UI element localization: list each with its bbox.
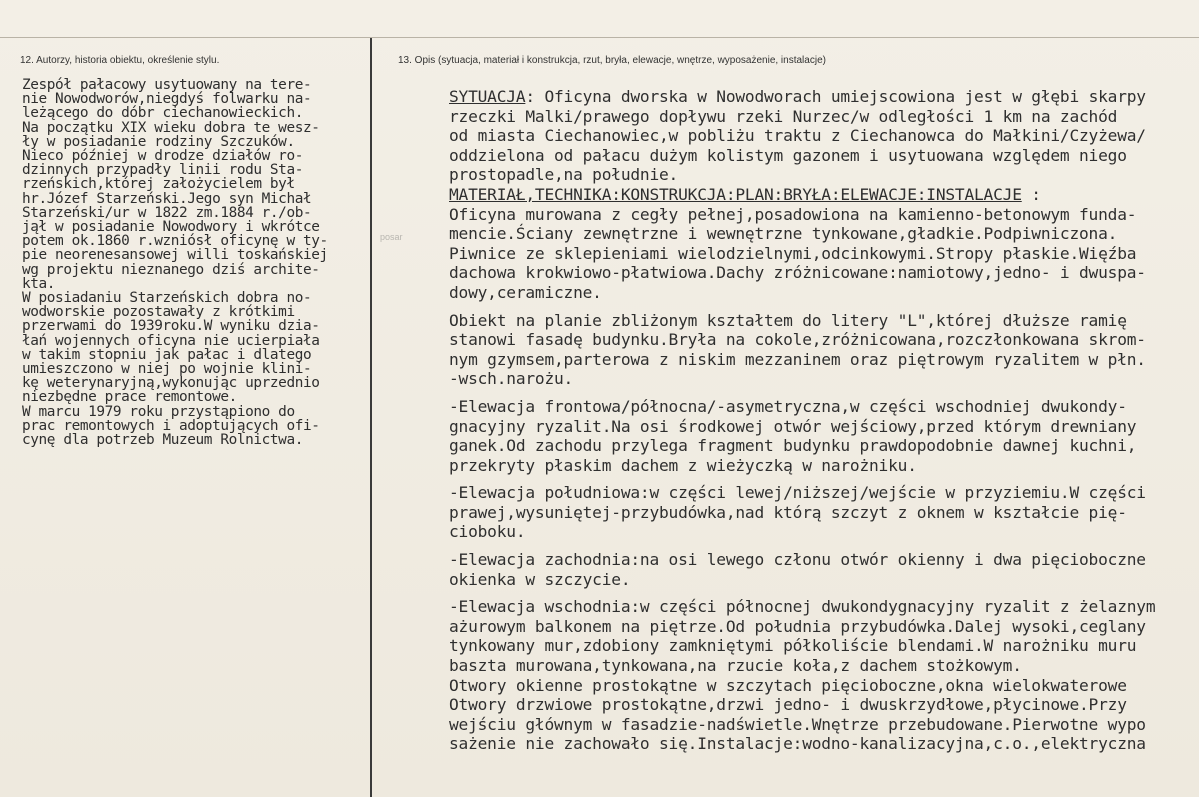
text-line: dzinnych przypadły linii rodu Sta- [22,162,303,179]
text-line: cioboku. [449,522,526,542]
text-line: dachowa krokwiowo-płatwiowa.Dachy zróżnicowane:namiotowy,jedno- i dwuspa- [449,263,1146,283]
text-line: Starzeński/ur w 1822 zm.1884 r./ob- [22,204,312,221]
text-line: -Elewacja zachodnia:na osi lewego członu otwór okienny i dwa pięcioboczne [449,550,1146,570]
text-line: rzeczki Malki/prawego dopływu rzeki Nurzec/w odległości 1 km na zachód [449,106,1118,126]
text-line: -Elewacja frontowa/północna/-asymetryczna,w części wschodniej dwukondy- [449,396,1127,416]
text-line: w takim stopniu jak pałac i dlatego [22,346,312,363]
text-line: potem ok.1860 r.wzniósł oficynę w ty- [22,233,328,250]
text-line: tynkowany mur,zdobiony zamkniętymi półkoliście blendami.W narożniku muru [449,636,1137,656]
material-heading-line [449,185,1194,205]
column-divider [370,38,372,797]
text-line: Oficyna murowana z cegły pełnej,posadowiona na kamienno-betonowym funda- [449,204,1137,224]
text-line: oddzielona od pałacu dużym kolistym gazonem i usytuowana względem niego [449,145,1127,165]
description-text [449,87,1194,754]
text-line: Otwory okienne prostokątne w szczytach pięcioboczne,okna wielokwaterowe [449,675,1127,695]
text-line: gnacyjny ryzalit.Na osi środkowej otwór wejściowy,przed którym drewniany [449,416,1137,436]
text-line: umieszczono w niej po wojnie klini- [22,361,312,378]
material-heading: MATERIAŁ,TECHNIKA:KONSTRUKCJA:PLAN:BRYŁA:ELEWACJE:INSTALACJE [449,184,1022,204]
text-line: prac remontowych i adoptujących ofi- [22,417,320,434]
text-line: od miasta Ciechanowiec,w pobliżu traktu z Ciechanowca do Małkini/Czyżewa/ [449,126,1146,146]
text-line: Piwnice ze sklepieniami wielodzielnymi,odcinkowymi.Stropy płaskie.Więźba [449,243,1137,263]
text-line: mencie.Ściany zewnętrzne i wewnętrzne tynkowane,gładkie.Podpiwniczona. [449,224,1118,244]
zachodnia-block [449,550,1194,589]
text-line: ganek.Od zachodu przylega fragment budynku prawdopodobnie dawnej kuchni, [449,436,1137,456]
text-line: pie neorenesansowej willi toskańskiej [22,247,328,264]
sytuacja-line [449,87,1194,107]
text-line: przekryty płaskim dachem z wieżyczką w narożniku. [449,455,917,475]
text-line: baszta murowana,tynkowana,na rzucie koła,z dachem stożkowym. [449,656,1022,676]
plan-block [449,311,1194,389]
text-line: -wsch.narożu. [449,369,574,389]
text-line: prawej,wysuniętej-przybudówka,nad którą szczyt z oknem w kształcie pię- [449,502,1127,522]
text-line: Nieco później w drodze działów ro- [22,148,303,165]
text-line: W posiadaniu Starzeńskich dobra no- [22,290,312,307]
text-line: sażenie nie zachowało się.Instalacje:wodno-kanalizacyjna,c.o.,elektryczna [449,734,1146,754]
text-line: kta. [22,275,56,292]
text-line: Na początku XIX wieku dobra te wesz- [22,119,320,136]
text-line: łań wojennych oficyna nie ucierpiała [22,332,320,349]
text-line: ły w posiadanie rodziny Szczuków. [22,133,295,150]
text-line: prostopadle,na południe. [449,165,679,185]
text-line: hr.Józef Starzeński.Jego syn Michał [22,190,312,207]
section-13-header: 13. Opis (sytuacja, materiał i konstrukcja, rzut, bryła, elewacje, wnętrze, wyposażenie, instalacje) [398,55,826,66]
material-heading-tail: : [1021,184,1041,204]
text-line: nym gzymsem,parterowa z niskim mezzaninem oraz piętrowym ryzalitem w płn. [449,349,1146,369]
text-line: wg projektu nieznanego dziś archite- [22,261,320,278]
sytuacja-block [449,107,1194,185]
faint-stamp: posar [380,232,403,242]
text-line: okienka w szczycie. [449,569,631,589]
text-line: dowy,ceramiczne. [449,282,602,302]
text-line: -Elewacja wschodnia:w części północnej dwukondygnacyjny ryzalit z żelaznym [449,597,1156,617]
text-line: ażurowym balkonem na piętrze.Od południa przybudówka.Dalej wysoki,ceglany [449,616,1146,636]
text-line: kę weterynaryjną,wykonując uprzednio [22,375,320,392]
top-rule [0,37,1199,38]
otwory-block [449,676,1194,754]
text-line: Zespół pałacowy usytuowany na tere- [22,77,312,93]
section-12-header: 12. Autorzy, historia obiektu, określenie stylu. [20,55,220,66]
text-line: nie Nowodworów,niegdyś folwarku na- [22,91,312,108]
text-line: stanowi fasadę budynku.Bryła na cokole,zróżnicowana,rozczłonkowana skrom- [449,330,1146,350]
text-line: leżącego do dóbr ciechanowieckich. [22,105,303,122]
text-line: -Elewacja południowa:w części lewej/niższej/wejście w przyziemiu.W części [449,483,1146,503]
wschodnia-block [449,597,1194,675]
text-line: niezbędne prace remontowe. [22,389,237,406]
sytuacja-first: : Oficyna dworska w Nowodworach umiejscowiona jest w głębi skarpy [525,87,1146,106]
history-text [22,78,370,447]
text-line: jął w posiadanie Nowodwory i wkrótce [22,219,320,236]
text-line: Otwory drzwiowe prostokątne,drzwi jedno- i dwuskrzydłowe,płycinowe.Przy [449,695,1127,715]
text-line: W marcu 1979 roku przystąpiono do [22,403,295,420]
text-line: przerwami do 1939roku.W wyniku dzia- [22,318,320,335]
sytuacja-label: SYTUACJA [449,87,526,106]
text-line: cynę dla potrzeb Muzeum Rolnictwa. [22,432,303,449]
text-line: wejściu głównym w fasadzie-nadświetle.Wnętrze przebudowane.Pierwotne wypo [449,714,1146,734]
text-line: rzeńskich,której założycielem był [22,176,295,193]
poludniowa-block [449,483,1194,542]
frontowa-block [449,397,1194,475]
text-line: Obiekt na planie zbliżonym kształtem do litery "L",której dłuższe ramię [449,310,1127,330]
text-line: wodworskie pozostawały z krótkimi [22,304,295,321]
material-block [449,205,1194,303]
